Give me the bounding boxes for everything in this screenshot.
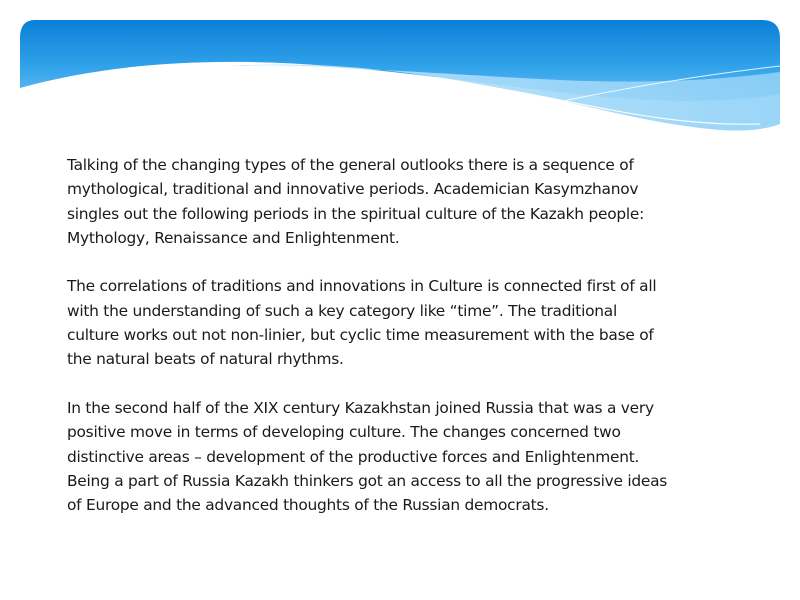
header-wave-decoration (0, 0, 800, 150)
body-text (67, 153, 757, 542)
paragraph-traditions-time: The correlations of traditions and innovations in Culture is connected first of all with the understanding of such a key category like “time”. The traditional culture works out not non-linier, but cyclic time measurement with the base of the natural beats of natural rhythms. (67, 277, 657, 369)
paragraph-russia-culture: In the second half of the XIX century Kazakhstan joined Russia that was a very positive move in terms of developing culture. The changes concerned two distinctive areas – development of the productive forces and Enlightenment. Being a part of Russia Kazakh thinkers got an access to all the progressive ideas of Europe and the advanced thoughts of the Russian democrats. (67, 398, 668, 515)
paragraph-periods: Talking of the changing types of the general outlooks there is a sequence of mythological, traditional and innovative periods. Academician Kasymzhanov singles out the following periods in the spiritual culture of the Kazakh people: Mythology, Renaissance and Enlightenment. (67, 156, 645, 247)
